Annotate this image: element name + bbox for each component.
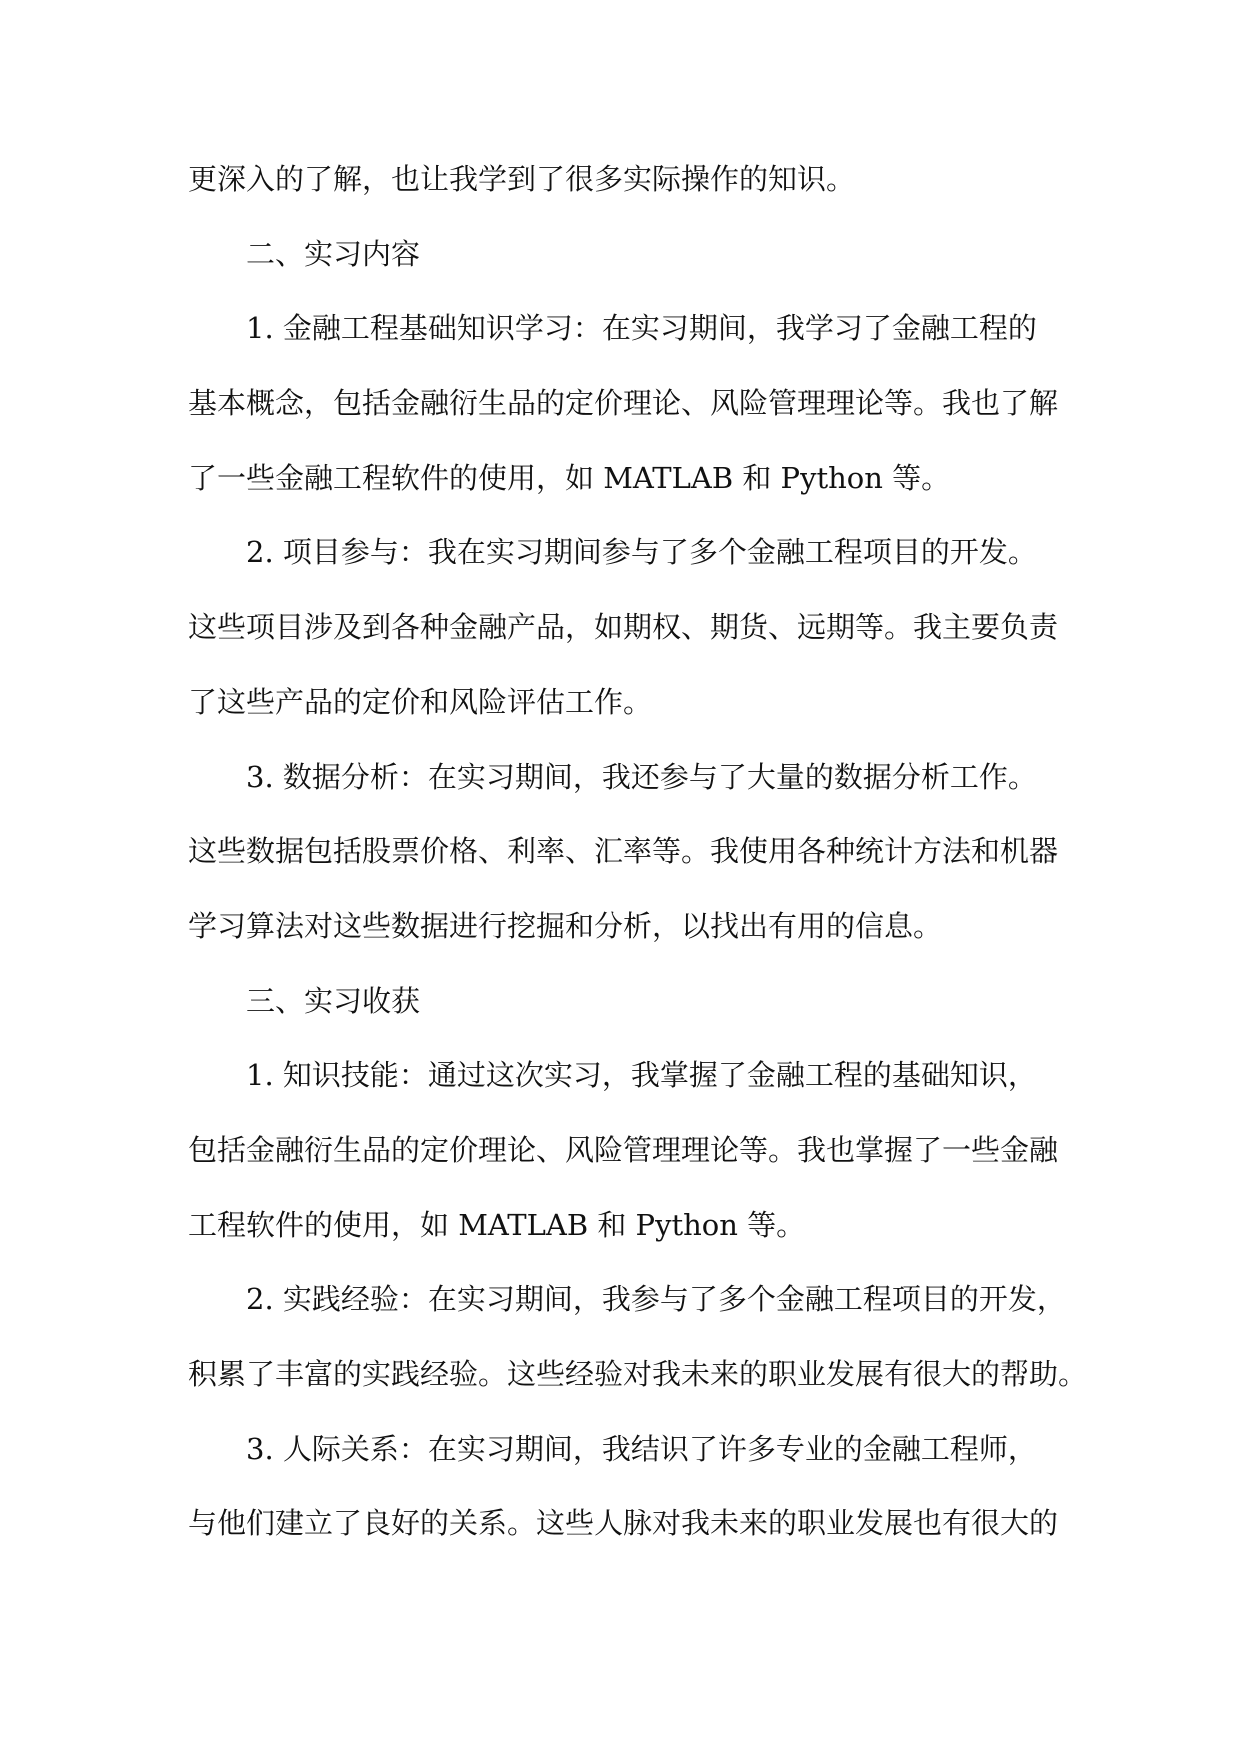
paragraph-line: 2. 项目参与：我在实习期间参与了多个金融工程项目的开发。	[246, 535, 1037, 570]
paragraph-line: 与他们建立了良好的关系。这些人脉对我未来的职业发展也有很大的	[188, 1506, 1059, 1541]
paragraph-line: 积累了丰富的实践经验。这些经验对我未来的职业发展有很大的帮助。	[188, 1357, 1088, 1391]
paragraph-line: 3. 人际关系：在实习期间，我结识了许多专业的金融工程师，	[246, 1431, 1037, 1466]
paragraph-line: 1. 金融工程基础知识学习：在实习期间，我学习了金融工程的	[246, 311, 1037, 346]
section-heading: 二、实习内容	[246, 236, 421, 271]
paragraph-line: 包括金融衍生品的定价理论、风险管理理论等。我也掌握了一些金融	[188, 1132, 1059, 1167]
paragraph-line: 1. 知识技能：通过这次实习，我掌握了金融工程的基础知识，	[246, 1058, 1037, 1093]
paragraph-line: 这些项目涉及到各种金融产品，如期权、期货、远期等。我主要负责	[188, 610, 1059, 645]
paragraph-line: 工程软件的使用，如 MATLAB 和 Python 等。	[188, 1207, 806, 1242]
paragraph-line: 2. 实践经验：在实习期间，我参与了多个金融工程项目的开发，	[246, 1282, 1066, 1317]
paragraph-line: 学习算法对这些数据进行挖掘和分析，以找出有用的信息。	[188, 908, 943, 943]
paragraph-line: 3. 数据分析：在实习期间，我还参与了大量的数据分析工作。	[246, 759, 1037, 794]
document-body	[188, 142, 1088, 1561]
section-heading: 三、实习收获	[246, 983, 421, 1018]
paragraph-line: 了一些金融工程软件的使用，如 MATLAB 和 Python 等。	[188, 460, 951, 495]
paragraph-line: 基本概念，包括金融衍生品的定价理论、风险管理理论等。我也了解	[188, 386, 1059, 421]
paragraph-line: 了这些产品的定价和风险评估工作。	[188, 684, 653, 719]
paragraph-line: 这些数据包括股票价格、利率、汇率等。我使用各种统计方法和机器	[188, 834, 1059, 869]
paragraph-line: 更深入的了解，也让我学到了很多实际操作的知识。	[188, 162, 856, 196]
